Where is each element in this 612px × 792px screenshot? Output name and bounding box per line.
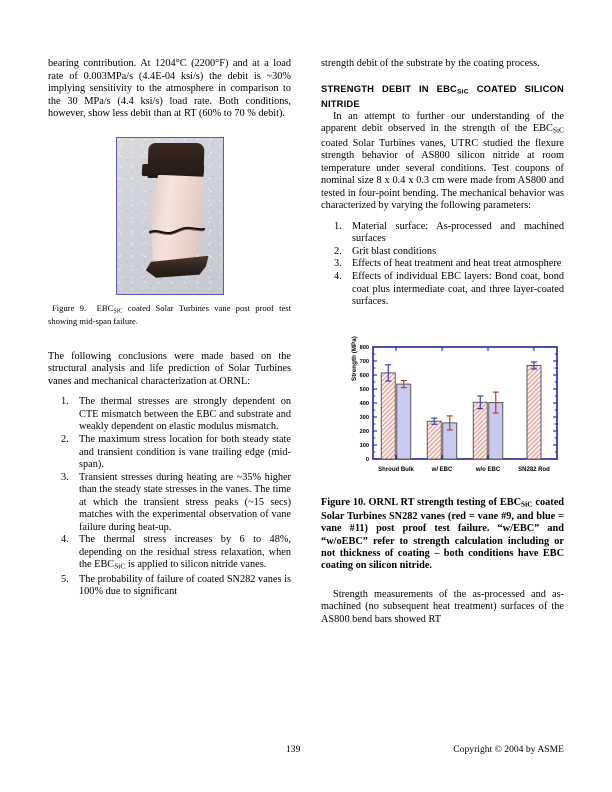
svg-text:SN282 Rod: SN282 Rod [518, 466, 550, 473]
left-paragraph-1: bearing contribution. At 1204°C (2200°F) and at a load rate of 0.003MPa/s (4.4E-04 ksi/s) the debit is ~30% implying sensitivity to the atmosphere in comparison to the 30 MPa/s (4.4 ksi/s) load rate. Both conditions, however, show less debit than at RT (60% to 70 % debit). [48, 58, 291, 120]
svg-text:w/ EBC: w/ EBC [431, 466, 453, 473]
svg-text:400: 400 [359, 400, 369, 407]
figure-9-photograph [116, 137, 224, 295]
list-item: The probability of failure of coated SN282 vanes is 100% due to significant [79, 573, 291, 598]
list-item: Material surface: As-processed and machined surfaces [352, 220, 564, 245]
right-paragraph-2-pre: In an attempt to further our understanding of the apparent debit observed in the strength of the EBC [321, 110, 564, 135]
figure-10-caption-subscript: SiC [521, 499, 533, 509]
conclusion-4-post: is applied to silicon nitride vanes. [125, 559, 267, 571]
svg-text:Shroud Bulk: Shroud Bulk [378, 466, 414, 473]
right-paragraph-1: strength debit of the substrate by the coating process. [321, 58, 540, 69]
svg-text:500: 500 [359, 386, 369, 393]
list-item: The maximum stress location for both steady state and transient condition is vane trailing edge (mid-span). [79, 433, 291, 471]
figure-9-caption: Figure 9. $EBC_{SiC}$ coated Solar Turbines vane post proof test showing mid-span failure. [48, 302, 292, 327]
figure-9-caption-subscript: SiC [113, 307, 123, 315]
section-heading-post: COATED SILICON NITRIDE [321, 82, 564, 110]
list-item: Effects of individual EBC layers: Bond coat, bond coat plus intermediate coat, and three layer-coated surfaces. [352, 271, 564, 308]
svg-text:800: 800 [359, 344, 369, 351]
section-heading [321, 83, 564, 111]
conclusion-4-pre: The thermal stress increases by 6 to 48%, depending on the residual stress relaxation, when the EBC [79, 534, 291, 571]
chart-y-axis-label: Strength (MPa) [351, 335, 358, 381]
right-paragraph-2-subscript: SiC [552, 126, 564, 136]
svg-text:600: 600 [359, 372, 369, 379]
list-item: Transient stresses during heating are ~35% higher than the steady state stresses in the vanes. The time at which the transient stress peaks (~15 secs) matches with the experimental observation of vane failure during heat-up. [79, 471, 291, 533]
svg-text:700: 700 [359, 358, 369, 365]
svg-text:0: 0 [365, 456, 369, 463]
figure-9-image-wrap [48, 137, 291, 295]
section-heading-pre: STRENGTH DEBIT IN EBC [321, 82, 457, 94]
chart-canvas [321, 337, 564, 489]
mid-span-crack [149, 226, 205, 236]
figure-10-caption-pre: Figure 10. ORNL RT strength testing of EBC [321, 496, 522, 508]
page-number: 139 [286, 744, 301, 755]
left-paragraph-2: The following conclusions were made based on the structural analysis and life prediction of Solar Turbines vanes and mechanical characterization at ORNL: [48, 350, 291, 387]
right-paragraph-2-post: coated Solar Turbines vanes, UTRC studied the flexure strength behavior of AS800 silicon nitride at room temperature under several conditions. Test coupons of nominal size 8 x 0.4 x 0.3 cm were made from AS800 and tested in four-point bending. The mechanical behavior was characterized by varying the following parameters: [321, 137, 564, 212]
conclusions-list [48, 396, 291, 598]
list-item [48, 534, 291, 573]
list-item: The thermal stresses are strongly dependent on CTE mismatch between the EBC and substrate and weakly dependent on elastic modulus mismatch. [79, 396, 291, 433]
two-column-layout [48, 58, 564, 724]
right-paragraph-2 [321, 111, 564, 213]
vane-shroud-lip [141, 164, 204, 176]
list-item: Effects of heat treatment and heat treat atmosphere [352, 258, 562, 270]
section-heading-subscript: SiC [456, 88, 469, 96]
figure-10-caption [321, 497, 564, 573]
parameters-list [321, 221, 564, 309]
svg-text:w/o EBC: w/o EBC [475, 466, 501, 473]
figure-10-chart [321, 337, 564, 489]
conclusion-4-subscript: SiC [114, 562, 126, 572]
left-column [48, 58, 291, 599]
figure-10-caption-post: coated Solar Turbines SN282 vanes (red = vane #9, and blue = vane #11) post proof test failure. “w/EBC” and “w/oEBC” refer to strength calculation including or not thickness of coating – both conditions have EBC coating on silicon nitride. [321, 496, 564, 572]
svg-text:100: 100 [359, 442, 369, 449]
right-paragraph-3: Strength measurements of the as-processed and as-machined (no subsequent heat treatment) surfaces of the AS800 bend bars showed RT [321, 588, 564, 625]
svg-text:300: 300 [359, 414, 369, 421]
list-item: Grit blast conditions [352, 245, 437, 257]
right-column [321, 58, 564, 626]
svg-text:200: 200 [359, 428, 369, 435]
copyright-notice: Copyright © 2004 by ASME [453, 744, 564, 755]
